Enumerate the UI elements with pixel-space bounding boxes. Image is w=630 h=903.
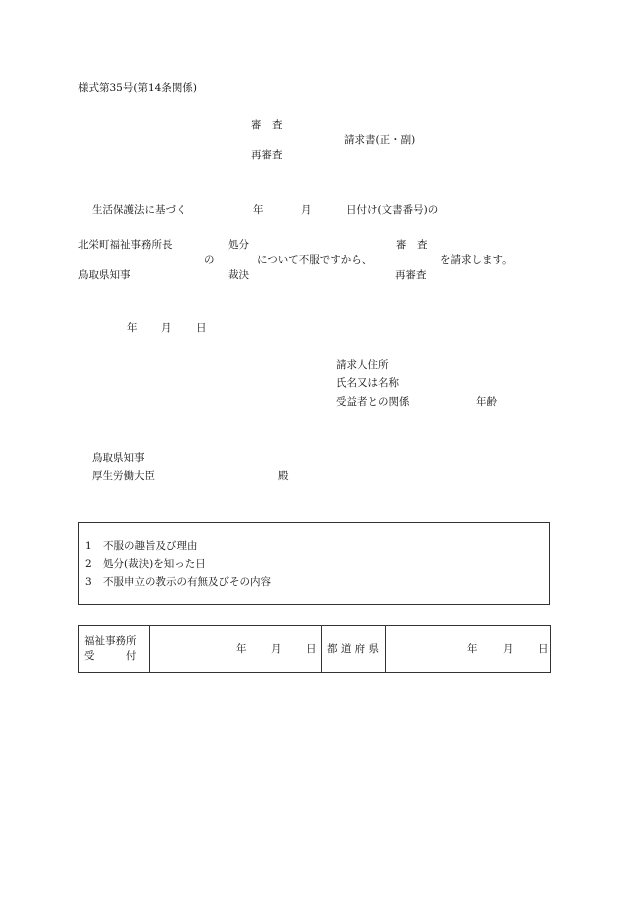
authority-option-2: 鳥取県知事 (78, 269, 131, 281)
request-option-2: 再審査 (395, 269, 427, 281)
prefecture-date-cell (386, 626, 551, 673)
title-request-form: 請求書(正・副) (344, 134, 416, 146)
note-2-text: 処分(裁決)を知った日 (103, 558, 206, 570)
note-1-number: 1 (85, 540, 92, 552)
date-month: 月 (161, 322, 172, 334)
claimant-age-label: 年齢 (476, 396, 497, 408)
authority-option-1: 北栄町福祉事務所長 (78, 239, 173, 251)
note-3-number: 3 (85, 576, 92, 588)
action-option-1: 処分 (228, 239, 249, 251)
claimant-relation-label: 受益者との関係 (336, 396, 410, 408)
pref-date-day: 日 (538, 643, 549, 655)
prefecture-label: 都 道 府 県 (327, 643, 380, 655)
form-number: 様式第35号(第14条関係) (78, 82, 197, 94)
claimant-name-label: 氏名又は名称 (336, 377, 399, 389)
request-option-1: 審 査 (396, 239, 428, 251)
office-reception-date-cell (150, 626, 322, 673)
office-date-year: 年 (236, 643, 247, 655)
pref-date-year: 年 (467, 643, 478, 655)
particle-no: の (204, 254, 215, 266)
note-3-text: 不服申立の教示の有無及びその内容 (103, 576, 271, 588)
para-prefix: 生活保護法に基づく (92, 204, 187, 216)
claimant-address-label: 請求人住所 (336, 359, 389, 371)
office-label-line2: 受 付 (84, 650, 137, 662)
notes-box (78, 522, 550, 605)
addressee-minister: 厚生労働大臣 (92, 470, 155, 482)
title-re-examination: 再審査 (251, 149, 283, 161)
para-month: 月 (301, 204, 312, 216)
office-date-day: 日 (306, 643, 317, 655)
reception-table (78, 625, 551, 673)
title-examination: 審 査 (251, 119, 283, 131)
addressee-governor: 鳥取県知事 (92, 452, 145, 464)
office-label-line1: 福祉事務所 (84, 635, 137, 647)
para-ending: を請求します。 (440, 254, 513, 266)
para-middle: について不服ですから、 (257, 254, 373, 266)
para-year: 年 (253, 204, 264, 216)
prefecture-label-cell (322, 626, 386, 673)
note-1-text: 不服の趣旨及び理由 (103, 540, 198, 552)
action-option-2: 裁決 (228, 269, 249, 281)
date-year: 年 (127, 322, 138, 334)
pref-date-month: 月 (503, 643, 514, 655)
office-reception-label-cell (79, 626, 150, 673)
date-day: 日 (196, 322, 207, 334)
note-2-number: 2 (85, 558, 92, 570)
office-date-month: 月 (271, 643, 282, 655)
addressee-honorific: 殿 (278, 470, 289, 482)
para-date-suffix: 日付け(文書番号)の (346, 204, 439, 216)
